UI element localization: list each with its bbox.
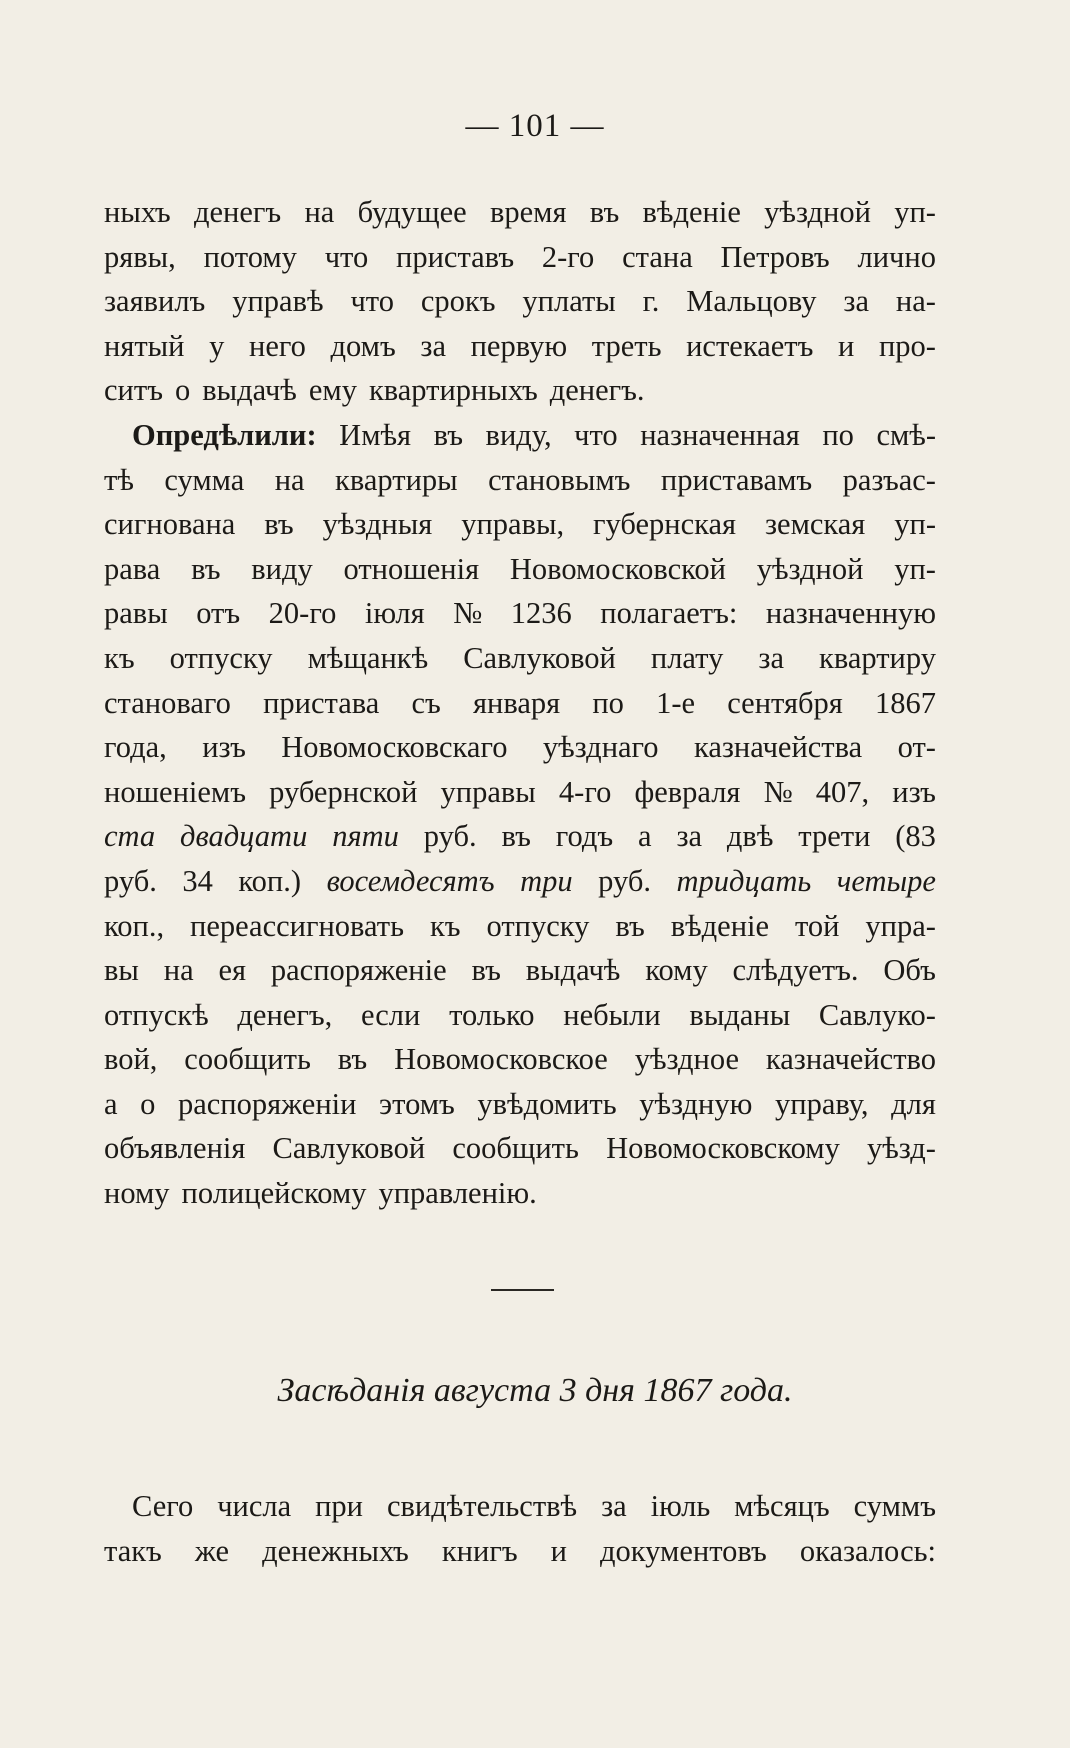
word: разъас-: [842, 462, 936, 497]
word: рава: [104, 551, 161, 586]
word: Савлуковой: [463, 640, 616, 675]
word: домъ: [330, 328, 396, 363]
word: къ: [429, 908, 461, 943]
text-line: [104, 1126, 936, 1171]
word: уѣздное: [634, 1042, 739, 1077]
word: сигнована: [104, 507, 236, 542]
word: приставъ: [396, 239, 515, 274]
text-line: [104, 279, 936, 324]
word: полицейскому: [181, 1176, 367, 1211]
word: за: [758, 640, 784, 675]
word: на: [274, 462, 305, 497]
text-line: [104, 904, 936, 949]
text-line: [104, 948, 936, 993]
word: коп.,: [104, 908, 165, 943]
word: двѣ: [726, 819, 774, 854]
word: казначейства: [693, 730, 863, 765]
word: смѣ-: [876, 417, 936, 452]
word: въ: [471, 953, 501, 988]
word: выдачѣ: [202, 373, 297, 408]
word: Савлуко-: [818, 997, 936, 1032]
word: изъ: [202, 730, 246, 765]
word: 2-го: [541, 239, 595, 274]
section-heading: Засѣданія августа 3 дня 1867 года.: [277, 1372, 793, 1409]
word: время: [489, 195, 567, 229]
word: становымъ: [488, 462, 631, 497]
word: вѣденіе: [670, 908, 770, 943]
page-number: — 101 —: [465, 108, 605, 144]
word: ситъ: [104, 373, 163, 408]
word: мѣщанкѣ: [307, 640, 429, 675]
text-line: [104, 1082, 936, 1127]
word: отъ: [196, 596, 241, 631]
word: слѣдуетъ.: [732, 953, 859, 988]
word: о: [174, 373, 191, 408]
word: за: [676, 819, 703, 854]
word-italic: пяти: [332, 819, 399, 854]
word: от-: [897, 730, 936, 765]
word: управленію.: [378, 1176, 537, 1211]
word: января: [472, 685, 561, 720]
word: оказалось:: [799, 1533, 936, 1568]
word: сообщить: [452, 1131, 579, 1166]
word: за: [843, 284, 869, 319]
word: изъ: [892, 774, 936, 809]
word: уп-: [894, 195, 936, 229]
word: ношеніемъ: [104, 774, 247, 809]
word: рубернской: [269, 774, 418, 809]
word: за: [420, 328, 446, 363]
text-line: [104, 1037, 936, 1082]
word: будущее: [357, 195, 467, 229]
word: виду,: [485, 417, 552, 452]
word: и: [550, 1533, 567, 1568]
word: небыли: [563, 997, 661, 1032]
word: уѣздную: [639, 1086, 753, 1121]
word: уѣзд-: [866, 1131, 936, 1166]
word: 20-го: [268, 596, 337, 631]
word: руб.: [423, 819, 477, 854]
word-italic: тридцать: [676, 863, 812, 898]
word: квартиры: [335, 462, 458, 497]
word: ныхъ: [104, 195, 171, 229]
text-line: [104, 235, 936, 280]
word: Объ: [883, 953, 936, 988]
word: при: [315, 1489, 364, 1523]
text-line: [104, 502, 936, 547]
tail-text: [104, 1484, 936, 1573]
word: казначейство: [765, 1042, 936, 1077]
word: на: [304, 195, 335, 229]
word: денегъ,: [237, 997, 333, 1032]
tail-line: [104, 1484, 936, 1529]
word: №: [763, 774, 793, 809]
word: уѣздной: [756, 551, 864, 586]
word: 1236: [510, 596, 572, 631]
word: въ: [589, 195, 620, 229]
word: къ: [104, 640, 135, 675]
word: тѣ: [104, 462, 134, 497]
word: становаго: [104, 685, 231, 720]
word: отпуску: [169, 640, 273, 675]
word: плату: [650, 640, 724, 675]
word: руб.: [104, 863, 157, 898]
word: нятый: [104, 328, 185, 363]
word: управы,: [461, 507, 565, 542]
word: 34: [182, 863, 213, 898]
text-line: [104, 368, 936, 413]
text-line: [104, 681, 936, 726]
text-line: [104, 190, 936, 235]
word: для: [891, 1086, 936, 1121]
word: уп-: [894, 551, 936, 586]
text-line: [104, 591, 936, 636]
word: распоряженіи: [177, 1086, 357, 1121]
word: управу,: [775, 1086, 869, 1121]
word: №: [453, 596, 483, 631]
word: что: [324, 239, 369, 274]
word: денежныхъ: [262, 1533, 409, 1568]
word: и: [838, 328, 855, 363]
word: за: [601, 1489, 627, 1523]
word: на: [163, 953, 194, 988]
word: по: [822, 417, 854, 452]
word: сумма: [164, 462, 245, 497]
word: Новомосковскаго: [281, 730, 508, 765]
word: съ: [411, 685, 441, 720]
word: а: [638, 819, 652, 854]
word: виду: [251, 551, 313, 586]
word: только: [449, 997, 535, 1032]
word: Новомосковской: [509, 551, 726, 586]
word: года,: [104, 730, 167, 765]
word: (83: [895, 819, 936, 854]
word: денегъ.: [549, 373, 645, 408]
word-italic: двадцати: [180, 819, 308, 854]
word: отношенія: [343, 551, 480, 586]
word: же: [194, 1533, 230, 1568]
word-italic: восемдесятъ: [326, 863, 495, 898]
text-line: [104, 413, 936, 458]
text-line: [104, 547, 936, 592]
word: уѣздныя: [322, 507, 433, 542]
word: управѣ: [232, 284, 324, 319]
word: выдачѣ: [525, 953, 621, 988]
word: по: [592, 685, 624, 720]
word: уѣзднаго: [542, 730, 659, 765]
text-line: [104, 770, 936, 815]
word: земская: [764, 507, 866, 542]
word: пристава: [263, 685, 380, 720]
word: Новомосковскому: [606, 1131, 840, 1166]
text-line: [104, 814, 936, 859]
word: управы: [440, 774, 536, 809]
word-italic: три: [520, 863, 573, 898]
word: что: [574, 417, 618, 452]
word: сентября: [727, 685, 843, 720]
word: денегъ: [193, 195, 282, 229]
word: документовъ: [600, 1533, 767, 1568]
word: лично: [857, 239, 936, 274]
word: а: [104, 1086, 118, 1121]
word: Новомосковское: [394, 1042, 608, 1077]
word: первую: [470, 328, 568, 363]
text-line: [104, 725, 936, 770]
word: уп-: [894, 507, 936, 542]
word: 4-го: [558, 774, 612, 809]
word: о: [140, 1086, 156, 1121]
text-line: [104, 324, 936, 369]
word: объявленія: [104, 1131, 246, 1166]
word: губернская: [593, 507, 737, 542]
word: упра-: [865, 908, 936, 943]
word: числа: [217, 1489, 292, 1523]
word: треть: [591, 328, 662, 363]
word: трети: [798, 819, 871, 854]
word: сообщить: [184, 1042, 311, 1077]
body-text: [104, 190, 936, 1216]
word: Мальцову: [686, 284, 817, 319]
word: отпускѣ: [104, 997, 209, 1032]
word: распоряженіе: [270, 953, 447, 988]
word: февраля: [634, 774, 741, 809]
word: годъ: [555, 819, 614, 854]
word: отпуску: [486, 908, 590, 943]
word: коп.): [238, 863, 302, 898]
word: 407,: [815, 774, 870, 809]
word-bold: Опредѣлили:: [132, 417, 317, 452]
word: такъ: [104, 1533, 162, 1568]
word: іюля: [364, 596, 425, 631]
word: въ: [337, 1042, 368, 1077]
word: приставамъ: [660, 462, 813, 497]
word: въ: [615, 908, 645, 943]
word: выданы: [689, 997, 791, 1032]
word: на-: [895, 284, 936, 319]
word: что: [350, 284, 394, 319]
text-line: [104, 859, 936, 904]
word: ему: [308, 373, 357, 408]
text-line: [104, 458, 936, 503]
word: 1-е: [656, 685, 696, 720]
word: истекаетъ: [686, 328, 814, 363]
word: книгъ: [441, 1533, 518, 1568]
word: уплаты: [522, 284, 616, 319]
word: назначенную: [765, 596, 936, 631]
section-separator: [491, 1289, 554, 1291]
word: у: [209, 328, 225, 363]
word: ному: [104, 1176, 170, 1211]
text-line: [104, 993, 936, 1038]
word: равы: [104, 596, 168, 631]
word: г.: [642, 284, 660, 319]
word: вы: [104, 953, 139, 988]
text-line: [104, 636, 936, 681]
word: свидѣтельствѣ: [386, 1489, 578, 1523]
word: уѣздной: [764, 195, 871, 229]
word: мѣсяцъ: [734, 1489, 830, 1523]
word: 1867: [874, 685, 936, 720]
word: кому: [645, 953, 708, 988]
word: него: [249, 328, 306, 363]
word: потому: [203, 239, 297, 274]
word: іюль: [650, 1489, 711, 1523]
word: въ: [433, 417, 464, 452]
tail-line: [104, 1529, 936, 1574]
word: вой,: [104, 1042, 158, 1077]
word: въ: [191, 551, 221, 586]
word: назначенная: [640, 417, 800, 452]
word: заявилъ: [104, 284, 206, 319]
word: если: [360, 997, 421, 1032]
word: стана: [622, 239, 693, 274]
word: срокъ: [420, 284, 496, 319]
word: Имѣя: [339, 417, 412, 452]
word: въ: [264, 507, 294, 542]
word: руб.: [598, 863, 651, 898]
word: въ: [501, 819, 531, 854]
word: про-: [878, 328, 936, 363]
word: Савлуковой: [272, 1131, 426, 1166]
word: увѣдомить: [477, 1086, 617, 1121]
word: вѣденіе: [642, 195, 741, 229]
word: суммъ: [853, 1489, 936, 1523]
word: той: [794, 908, 840, 943]
word: Петровъ: [720, 239, 830, 274]
word: Сего: [132, 1489, 194, 1523]
word: этомъ: [379, 1086, 455, 1121]
word: полагаетъ:: [600, 596, 738, 631]
word-italic: четыре: [836, 863, 936, 898]
word: ея: [218, 953, 247, 988]
word: рявы,: [104, 239, 176, 274]
word: квартиру: [819, 640, 936, 675]
word: квартирныхъ: [368, 373, 538, 408]
word: переассигновать: [190, 908, 405, 943]
word-italic: ста: [104, 819, 156, 854]
text-line: [104, 1171, 936, 1216]
